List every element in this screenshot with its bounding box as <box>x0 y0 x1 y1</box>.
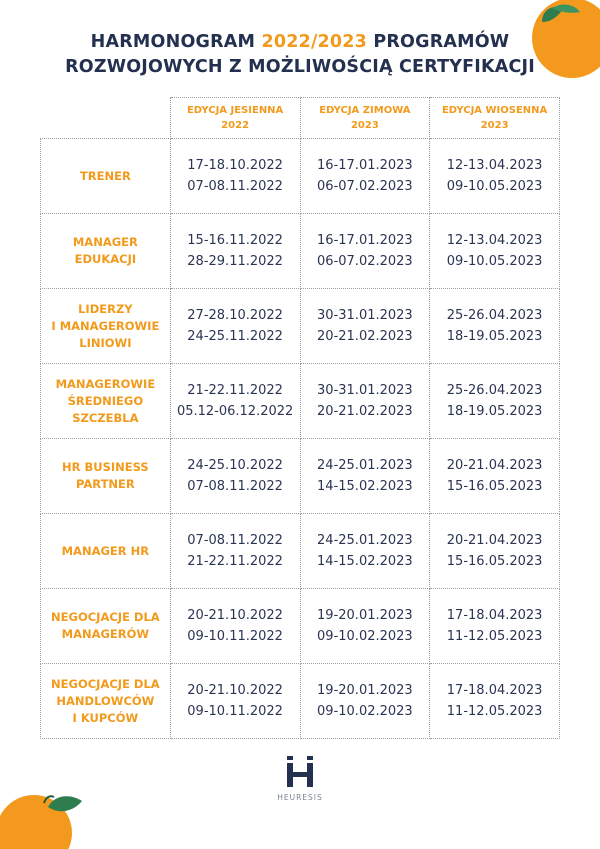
table-row <box>41 289 560 364</box>
program-name-cell <box>41 589 171 664</box>
program-name-line: SZCZEBLA <box>72 410 139 425</box>
date-cell <box>430 214 560 289</box>
date-range: 16-17.01.2023 <box>317 158 413 173</box>
date-range: 09-10.11.2022 <box>187 704 283 719</box>
date-range: 06-07.02.2023 <box>317 179 413 194</box>
program-name-cell <box>41 514 171 589</box>
column-header-year: 2022 <box>221 120 250 131</box>
date-cell <box>170 364 300 439</box>
date-cell <box>300 664 430 739</box>
column-header-title: EDYCJA JESIENNA <box>186 105 284 116</box>
date-cell <box>170 139 300 214</box>
date-range: 20-21.04.2023 <box>446 458 543 473</box>
program-name-line: ŚREDNIEGO <box>67 393 144 408</box>
column-header-year: 2023 <box>350 120 379 131</box>
date-range: 20-21.10.2022 <box>187 683 283 698</box>
date-range: 12-13.04.2023 <box>446 233 543 248</box>
column-header-title: EDYCJA WIOSENNA <box>441 105 548 116</box>
table-row <box>41 514 560 589</box>
table-row <box>41 664 560 739</box>
program-name-line: HR BUSINESS <box>62 460 149 474</box>
column-header-0 <box>170 98 300 139</box>
date-range: 25-26.04.2023 <box>446 308 543 323</box>
table-header-row <box>41 98 560 139</box>
program-name-line: LINIOWI <box>79 335 132 350</box>
date-range: 15-16.11.2022 <box>187 233 283 248</box>
date-range: 09-10.05.2023 <box>446 254 543 269</box>
date-cell <box>170 289 300 364</box>
program-name-line: I KUPCÓW <box>72 710 139 725</box>
program-name-line: NEGOCJACJE DLA <box>51 610 160 624</box>
table-row <box>41 439 560 514</box>
date-cell <box>430 139 560 214</box>
date-range: 27-28.10.2022 <box>187 308 283 323</box>
program-name-line: MANAGER HR <box>61 543 150 558</box>
date-range: 20-21.04.2023 <box>446 533 543 548</box>
date-cell <box>170 514 300 589</box>
date-range: 24-25.11.2022 <box>187 329 283 344</box>
date-range: 09-10.02.2023 <box>317 629 413 644</box>
heuresis-logo-icon <box>285 752 315 790</box>
date-range: 21-22.11.2022 <box>187 554 283 569</box>
date-range: 17-18.04.2023 <box>446 683 543 698</box>
date-range: 17-18.10.2022 <box>187 158 283 173</box>
program-name-line: TRENER <box>79 168 131 183</box>
table-row <box>41 364 560 439</box>
program-name-line: LIDERZY <box>78 301 133 316</box>
date-range: 20-21.02.2023 <box>317 404 413 419</box>
program-name-cell <box>41 664 171 739</box>
title-line-1-start: HARMONOGRAM <box>90 32 262 52</box>
logo-brand-name: HEURESIS <box>277 793 323 802</box>
program-name-cell <box>41 289 171 364</box>
date-range: 06-07.02.2023 <box>317 254 413 269</box>
date-range: 19-20.01.2023 <box>317 608 413 623</box>
date-range: 20-21.10.2022 <box>187 608 283 623</box>
date-cell <box>170 589 300 664</box>
date-range: 05.12-06.12.2022 <box>176 404 294 419</box>
program-name-cell <box>41 214 171 289</box>
date-cell <box>430 514 560 589</box>
program-name-line: MANAGER <box>72 235 138 249</box>
orange-fruit-bottom-left-icon <box>0 781 90 849</box>
table-row <box>41 139 560 214</box>
program-name-line: EDUKACJI <box>74 252 137 266</box>
date-range: 24-25.10.2022 <box>187 458 283 473</box>
program-name-line: MANAGEROWIE <box>55 376 156 391</box>
date-range: 07-08.11.2022 <box>187 533 283 548</box>
title-year-accent: 2022/2023 <box>261 32 368 52</box>
date-range: 30-31.01.2023 <box>317 308 413 323</box>
date-cell <box>170 214 300 289</box>
table-row <box>41 214 560 289</box>
date-cell <box>430 364 560 439</box>
schedule-table <box>40 97 560 739</box>
date-range: 25-26.04.2023 <box>446 383 543 398</box>
program-name-line: MANAGERÓW <box>61 627 150 641</box>
date-cell <box>300 439 430 514</box>
column-header-2 <box>430 98 560 139</box>
date-range: 24-25.01.2023 <box>317 458 413 473</box>
date-cell <box>170 664 300 739</box>
heuresis-logo <box>277 752 323 802</box>
title-line-1 <box>0 30 600 55</box>
date-range: 15-16.05.2023 <box>446 479 543 494</box>
date-range: 11-12.05.2023 <box>446 629 543 644</box>
title-line-2: ROZWOJOWYCH Z MOŻLIWOŚCIĄ CERTYFIKACJI <box>65 57 535 77</box>
date-range: 15-16.05.2023 <box>446 554 543 569</box>
date-range: 18-19.05.2023 <box>446 404 543 419</box>
date-cell <box>300 139 430 214</box>
column-header-title: EDYCJA ZIMOWA <box>319 105 411 116</box>
program-name-cell <box>41 364 171 439</box>
date-range: 07-08.11.2022 <box>187 479 283 494</box>
date-cell <box>430 289 560 364</box>
date-range: 09-10.02.2023 <box>317 704 413 719</box>
date-range: 09-10.11.2022 <box>187 629 283 644</box>
title-line-1-end: PROGRAMÓW <box>367 32 510 52</box>
date-cell <box>300 214 430 289</box>
date-cell <box>300 289 430 364</box>
table-corner-cell <box>41 98 171 139</box>
date-range: 21-22.11.2022 <box>187 383 283 398</box>
date-range: 18-19.05.2023 <box>446 329 543 344</box>
date-cell <box>430 439 560 514</box>
date-cell <box>170 439 300 514</box>
date-range: 16-17.01.2023 <box>317 233 413 248</box>
date-cell <box>300 514 430 589</box>
column-header-year: 2023 <box>480 120 509 131</box>
date-range: 12-13.04.2023 <box>446 158 543 173</box>
date-range: 14-15.02.2023 <box>317 479 413 494</box>
date-range: 24-25.01.2023 <box>317 533 413 548</box>
date-range: 11-12.05.2023 <box>446 704 543 719</box>
program-name-line: NEGOCJACJE DLA <box>51 676 160 691</box>
date-range: 09-10.05.2023 <box>446 179 543 194</box>
date-range: 17-18.04.2023 <box>446 608 543 623</box>
program-name-line: PARTNER <box>75 477 135 491</box>
page-title <box>0 30 600 80</box>
date-cell <box>430 664 560 739</box>
program-name-cell <box>41 439 171 514</box>
program-name-line: HANDLOWCÓW <box>56 693 155 708</box>
program-name-cell <box>41 139 171 214</box>
date-cell <box>300 364 430 439</box>
date-range: 14-15.02.2023 <box>317 554 413 569</box>
program-name-line: I MANAGEROWIE <box>51 318 160 333</box>
table-body <box>41 139 560 739</box>
date-range: 30-31.01.2023 <box>317 383 413 398</box>
date-cell <box>430 589 560 664</box>
date-range: 07-08.11.2022 <box>187 179 283 194</box>
date-range: 28-29.11.2022 <box>187 254 283 269</box>
table-row <box>41 589 560 664</box>
column-header-1 <box>300 98 430 139</box>
date-cell <box>300 589 430 664</box>
date-range: 19-20.01.2023 <box>317 683 413 698</box>
date-range: 20-21.02.2023 <box>317 329 413 344</box>
